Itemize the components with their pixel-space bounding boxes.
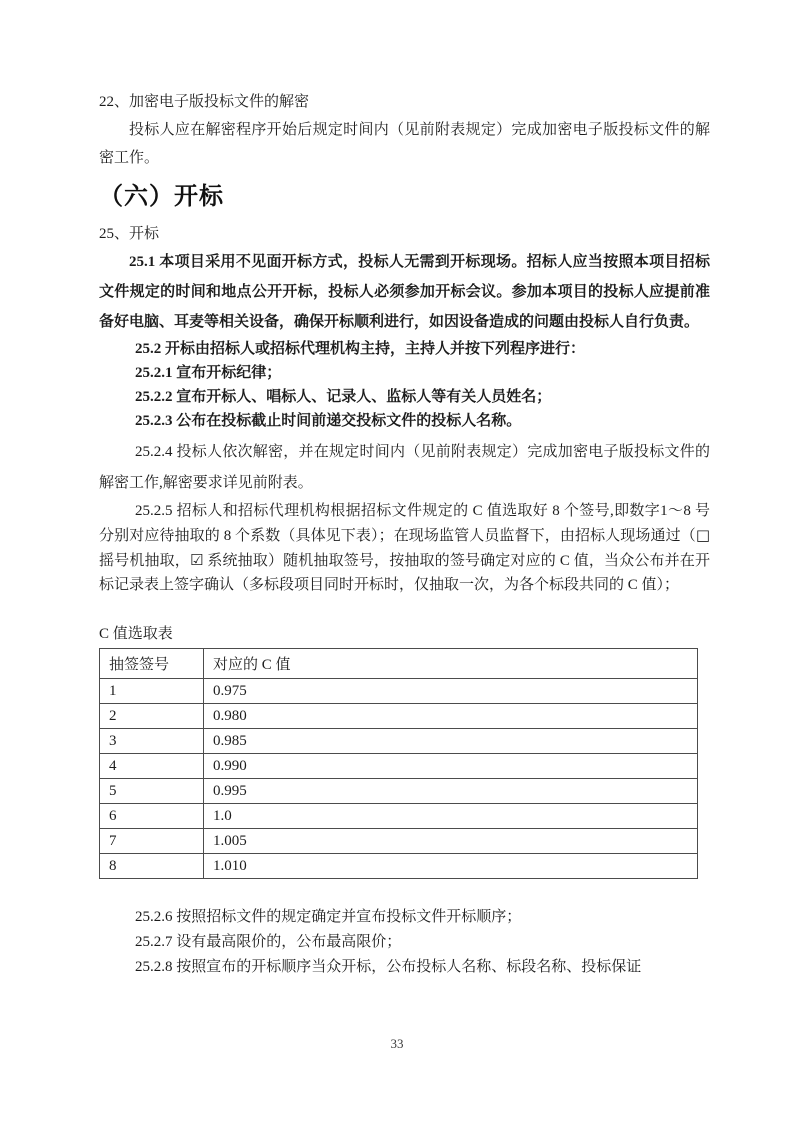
table-row [100,679,698,704]
table-header-c-value: 对应的 C 值 [204,649,698,679]
paragraph-22-body: 投标人应在解密程序开始后规定时间内（见前附表规定）完成加密电子版投标文件的解密工作。 [99,122,710,166]
paragraph-25-2-5 [99,499,710,597]
checkbox-unchecked-icon: □ [695,526,710,544]
table-cell-lot: 6 [100,804,204,829]
table-cell-lot: 3 [100,729,204,754]
paragraph-25-2: 25.2 开标由招标人或招标代理机构主持，主持人并按下列程序进行： [135,341,586,357]
paragraph-25-2-1: 25.2.1 宣布开标纪律； [135,365,282,381]
paragraph-22-title: 22、加密电子版投标文件的解密 [99,94,310,110]
checkbox-checked-icon: ☑ [189,551,204,569]
table-cell-value: 0.980 [204,704,698,729]
paragraph-25-title: 25、开标 [99,226,160,242]
paragraph-25-2-8: 25.2.8 按照宣布的开标顺序当众开标，公布投标人名称、标段名称、投标保证 [135,959,642,975]
table-cell-value: 1.0 [204,804,698,829]
table-cell-value: 0.995 [204,779,698,804]
table-cell-lot: 4 [100,754,204,779]
paragraph-25-2-3: 25.2.3 公布在投标截止时间前递交投标文件的投标人名称。 [135,413,522,429]
section-heading-open-bid: （六）开标 [99,184,224,210]
table-row [100,754,698,779]
table-cell-lot: 1 [100,679,204,704]
paragraph-25-2-5-text: 25.2.5 招标人和招标代理机构根据招标文件规定的 C 值选取好 8 个签号,即数字1～8 号分别对应待抽取的 8 个系数（具体见下表）；在现场监管人员监督下，由招标人现场通过（ [99,503,710,544]
table-cell-lot: 5 [100,779,204,804]
table-cell-value: 1.010 [204,854,698,879]
table-cell-lot: 2 [100,704,204,729]
table-row [100,779,698,804]
table-row [100,729,698,754]
table-row [100,829,698,854]
c-value-table [99,648,698,879]
table-cell-value: 0.985 [204,729,698,754]
paragraph-25-2-2: 25.2.2 宣布开标人、唱标人、记录人、监标人等有关人员姓名； [135,389,552,405]
table-cell-value: 0.990 [204,754,698,779]
closing-paragraphs [99,905,710,980]
table-row [100,704,698,729]
table-header-lot-number: 抽签签号 [100,649,204,679]
checkbox-unchecked-label: 摇号机抽取， [99,553,190,569]
table-caption: C 值选取表 [99,626,173,642]
table-cell-lot: 7 [100,829,204,854]
table-cell-value: 0.975 [204,679,698,704]
table-cell-value: 1.005 [204,829,698,854]
table-cell-lot: 8 [100,854,204,879]
page-number: 33 [390,1036,404,1051]
paragraph-25-2-5-text-rest: 系统抽取）随机抽取签号，按抽取的签号确定对应的 C 值，当众公布并在开标记录表上签字确认（多标段项目同时开标时，仅抽取一次，为各个标段共同的 C 值）； [99,553,710,593]
table-header-row [100,649,698,679]
table-row [100,854,698,879]
table-row [100,804,698,829]
paragraph-25-2-4: 25.2.4 投标人依次解密，并在规定时间内（见前附表规定）完成加密电子版投标文件的解密工作,解密要求详见前附表。 [99,444,710,491]
paragraph-25-2-6: 25.2.6 按照招标文件的规定确定并宣布投标文件开标顺序； [135,909,522,925]
paragraph-25-2-7: 25.2.7 设有最高限价的，公布最高限价； [135,934,402,950]
paragraph-25-1: 25.1 本项目采用不见面开标方式，投标人无需到开标现场。招标人应当按照本项目招标文件规定的时间和地点公开开标，投标人必须参加开标会议。参加本项目的投标人应提前准备好电脑、耳麦等相关设备，确保开标顺利进行，如因设备造成的问题由投标人自行负责。 [99,254,710,330]
